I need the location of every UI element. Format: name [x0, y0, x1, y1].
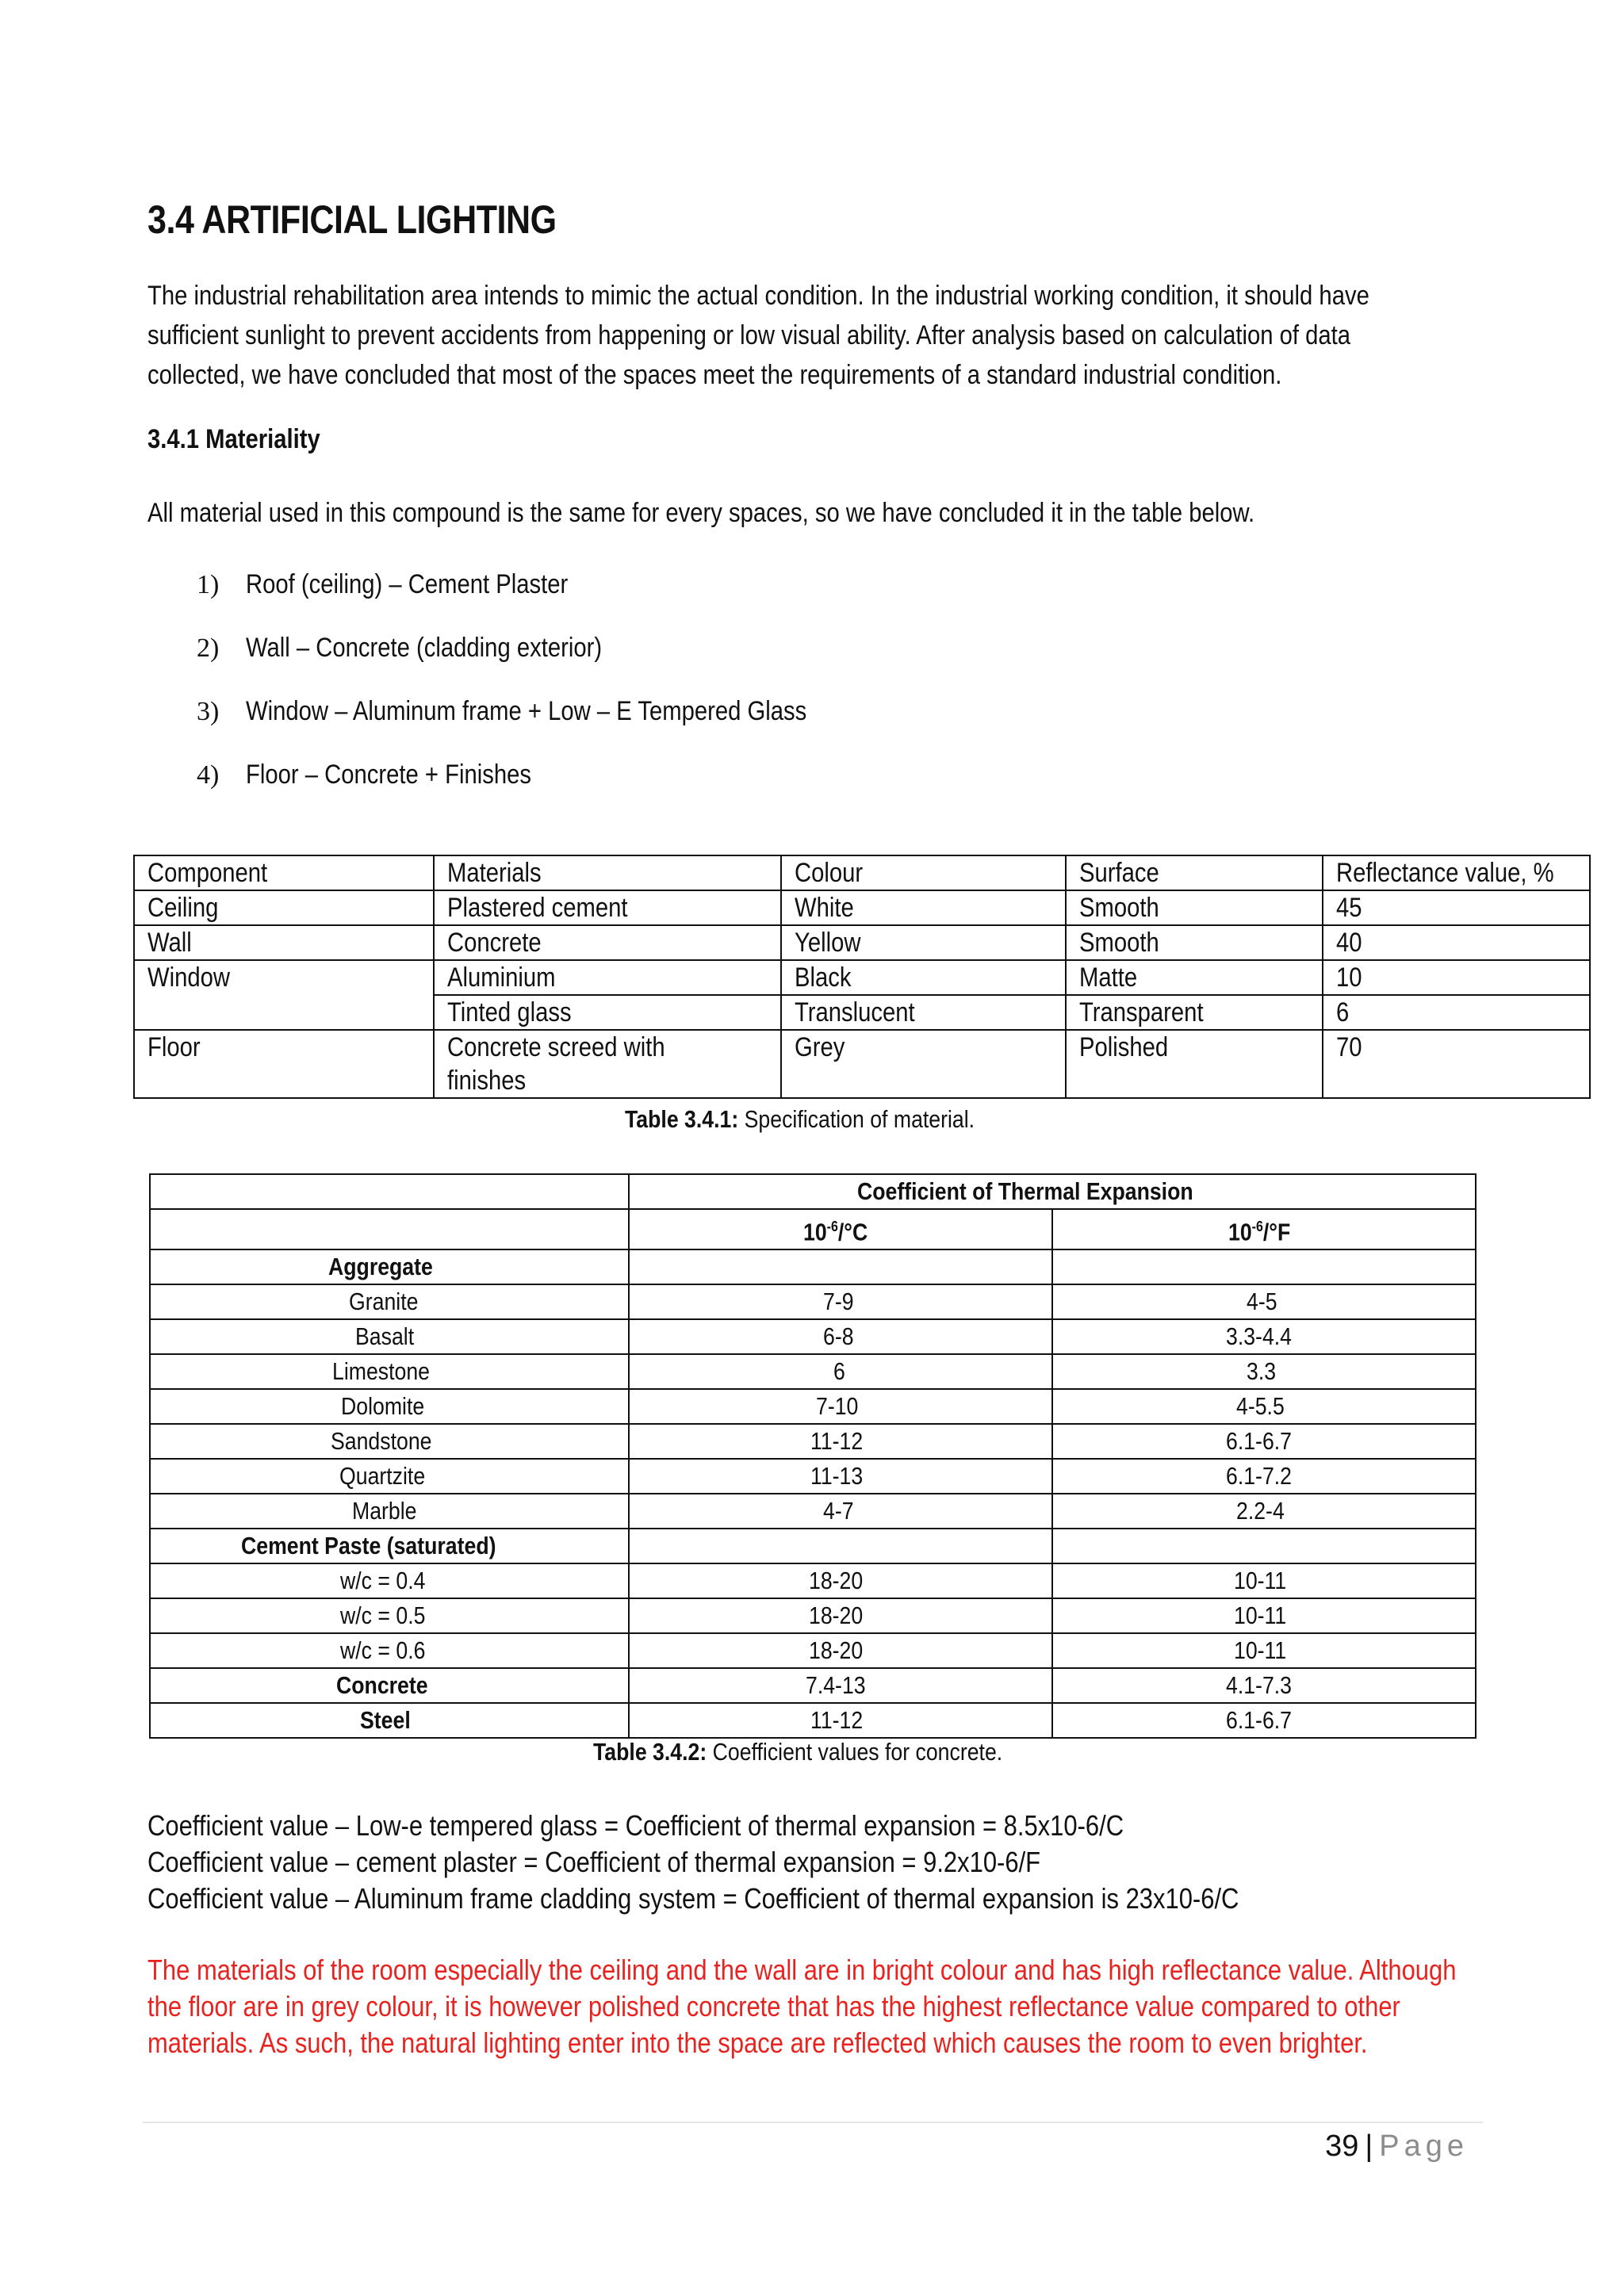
list-item: [197, 633, 898, 696]
list-text: Floor – Concrete + Finishes: [246, 760, 531, 790]
list-number: 4): [197, 760, 220, 790]
table-header-row: [134, 855, 1590, 890]
materials-intro: All material used in this compound is the same for every spaces, so we have concluded it in the table below.: [147, 498, 1255, 528]
table-cell: 10-11: [1052, 1633, 1476, 1668]
table-row: [150, 1424, 1476, 1459]
table-cell: 3.3-4.4: [1052, 1319, 1476, 1354]
table-cell: [1052, 1529, 1476, 1563]
table-cell: 70: [1323, 1030, 1590, 1098]
page-footer: [1325, 2130, 1469, 2164]
conclusion-line: the floor are in grey colour, it is however polished concrete that has the highest reflectance value compared to other: [147, 1990, 1400, 2022]
table-cell: 10-11: [1052, 1598, 1476, 1633]
table-cell: Basalt: [150, 1319, 629, 1354]
list-item: [197, 760, 898, 823]
table-cell: Steel: [150, 1703, 629, 1738]
subsection-heading: 3.4.1 Materiality: [147, 424, 320, 454]
table-cell: 11-13: [629, 1459, 1052, 1494]
table-row: [134, 890, 1590, 925]
intro-line: collected, we have concluded that most of the spaces meet the requirements of a standard industrial condition.: [147, 360, 1282, 390]
table-cell: Concrete: [434, 925, 781, 960]
conclusion-paragraph: [147, 1952, 1591, 2061]
table-cell: Transparent: [1066, 995, 1323, 1030]
table-cell: 2.2-4: [1052, 1494, 1476, 1529]
table-cell: Concrete screed with finishes: [434, 1030, 781, 1098]
table-cell: Granite: [150, 1284, 629, 1319]
table-row: [150, 1598, 1476, 1633]
table-body: [150, 1249, 1476, 1738]
footer-separator: |: [1365, 2130, 1373, 2163]
table-caption: [625, 1105, 1032, 1134]
table-row: [150, 1319, 1476, 1354]
caption-label: Table 3.4.1:: [625, 1105, 739, 1133]
table-cell: 10: [1323, 960, 1590, 995]
table-cell: w/c = 0.6: [150, 1633, 629, 1668]
table-cell: [629, 1529, 1052, 1563]
table-cell: 6-8: [629, 1319, 1052, 1354]
conclusion-line: The materials of the room especially the ceiling and the wall are in bright colour and has high reflectance value. Although: [147, 1954, 1457, 1986]
table-cell: Window: [134, 960, 434, 1030]
intro-line: The industrial rehabilitation area intends to mimic the actual condition. In the industrial working condition, it should have: [147, 281, 1369, 311]
conclusion-line: materials. As such, the natural lighting enter into the space are reflected which causes the room to even brighter.: [147, 2026, 1368, 2059]
coefficient-line: Coefficient value – Aluminum frame cladding system = Coefficient of thermal expansion is 23x10-6/C: [147, 1882, 1239, 1915]
table-cell: w/c = 0.4: [150, 1563, 629, 1598]
table-header-row: [150, 1174, 1476, 1209]
table-cell: 6.1-7.2: [1052, 1459, 1476, 1494]
table-cell: 11-12: [629, 1703, 1052, 1738]
table-cell: 4.1-7.3: [1052, 1668, 1476, 1703]
table-row: [150, 1389, 1476, 1424]
table-cell: Ceiling: [134, 890, 434, 925]
thermal-expansion-table: [149, 1173, 1477, 1739]
header-cell: Materials: [434, 855, 781, 890]
table-cell: 6: [629, 1354, 1052, 1389]
table-row: [134, 960, 1590, 995]
table-cell: Matte: [1066, 960, 1323, 995]
table-row: [150, 1703, 1476, 1738]
table-cell: [1052, 1249, 1476, 1284]
list-item: [197, 696, 898, 760]
table-cell: 40: [1323, 925, 1590, 960]
table-cell: Smooth: [1066, 925, 1323, 960]
group-header-cell: Coefficient of Thermal Expansion: [629, 1174, 1476, 1209]
caption-label: Table 3.4.2:: [593, 1738, 707, 1766]
table-cell: 18-20: [629, 1633, 1052, 1668]
table-cell: Aluminium: [434, 960, 781, 995]
materials-table: [133, 855, 1591, 1099]
list-number: 1): [197, 570, 220, 599]
caption-text: Specification of material.: [738, 1105, 975, 1133]
page-number: 39: [1325, 2130, 1359, 2163]
list-item: [197, 569, 898, 633]
table-row: [150, 1494, 1476, 1529]
unit-header-fahrenheit: $10^{-6}/^\circ F$: [1052, 1209, 1476, 1249]
list-text: Window – Aluminum frame + Low – E Tempered Glass: [246, 696, 807, 726]
header-cell: Surface: [1066, 855, 1323, 890]
page-label: Page: [1379, 2130, 1469, 2163]
table-cell: Polished: [1066, 1030, 1323, 1098]
table-cell: Floor: [134, 1030, 434, 1098]
table-cell: 6.1-6.7: [1052, 1703, 1476, 1738]
table-row: [150, 1249, 1476, 1284]
table-cell: 4-5: [1052, 1284, 1476, 1319]
table-cell: 18-20: [629, 1598, 1052, 1633]
table-cell: Smooth: [1066, 890, 1323, 925]
header-cell: Colour: [781, 855, 1066, 890]
table-cell: [629, 1249, 1052, 1284]
table-cell: 7.4-13: [629, 1668, 1052, 1703]
table-cell: Translucent: [781, 995, 1066, 1030]
caption-text: Coefficient values for concrete.: [707, 1738, 1003, 1766]
table-cell: Wall: [134, 925, 434, 960]
table-cell: [150, 1174, 629, 1209]
table-row: [150, 1354, 1476, 1389]
header-cell: Reflectance value, %: [1323, 855, 1590, 890]
table-cell: Dolomite: [150, 1389, 629, 1424]
table-cell: Cement Paste (saturated): [150, 1529, 629, 1563]
table-cell: 10-11: [1052, 1563, 1476, 1598]
table-row: [150, 1668, 1476, 1703]
table-cell: w/c = 0.5: [150, 1598, 629, 1633]
table-cell: 6.1-6.7: [1052, 1424, 1476, 1459]
list-text: Roof (ceiling) – Cement Plaster: [246, 569, 569, 599]
table-cell: Marble: [150, 1494, 629, 1529]
table-cell: 6: [1323, 995, 1590, 1030]
table-cell: 7-9: [629, 1284, 1052, 1319]
table-row: [150, 1633, 1476, 1668]
table-cell: Aggregate: [150, 1249, 629, 1284]
table-caption: [593, 1738, 1069, 1766]
coefficient-line: Coefficient value – cement plaster = Coefficient of thermal expansion = 9.2x10-6/F: [147, 1846, 1041, 1878]
table-row: [134, 925, 1590, 960]
table-cell: White: [781, 890, 1066, 925]
section-heading: 3.4 ARTIFICIAL LIGHTING: [147, 197, 557, 242]
table-cell: 4-5.5: [1052, 1389, 1476, 1424]
table-cell: 3.3: [1052, 1354, 1476, 1389]
table-cell: Black: [781, 960, 1066, 995]
header-cell: Component: [134, 855, 434, 890]
table-cell: Grey: [781, 1030, 1066, 1098]
list-number: 3): [197, 697, 220, 726]
table-row: [150, 1529, 1476, 1563]
footer-divider: [143, 2122, 1483, 2123]
intro-line: sufficient sunlight to prevent accidents from happening or low visual ability. After analysis based on calculation of data: [147, 320, 1351, 350]
table-row: [150, 1459, 1476, 1494]
table-cell: [150, 1209, 629, 1249]
table-row: [150, 1563, 1476, 1598]
table-cell: 7-10: [629, 1389, 1052, 1424]
table-row: [150, 1284, 1476, 1319]
table-cell: Plastered cement: [434, 890, 781, 925]
table-cell: Sandstone: [150, 1424, 629, 1459]
table-cell: Concrete: [150, 1668, 629, 1703]
table-cell: Yellow: [781, 925, 1066, 960]
table-cell: Limestone: [150, 1354, 629, 1389]
coefficient-notes: [147, 1808, 1417, 1917]
table-cell: 18-20: [629, 1563, 1052, 1598]
intro-paragraph: [147, 276, 1575, 395]
table-row: [134, 1030, 1590, 1098]
table-cell: 45: [1323, 890, 1590, 925]
list-text: Wall – Concrete (cladding exterior): [246, 633, 603, 663]
materials-list: [197, 569, 898, 823]
table-cell: Quartzite: [150, 1459, 629, 1494]
unit-header-celsius: $10^{-6}/^\circ C$: [629, 1209, 1052, 1249]
table-cell: 11-12: [629, 1424, 1052, 1459]
table-cell: 4-7: [629, 1494, 1052, 1529]
table-header-row: [150, 1209, 1476, 1249]
list-number: 2): [197, 633, 220, 663]
coefficient-line: Coefficient value – Low-e tempered glass = Coefficient of thermal expansion = 8.5x10-6/C: [147, 1809, 1124, 1842]
table-cell: Tinted glass: [434, 995, 781, 1030]
